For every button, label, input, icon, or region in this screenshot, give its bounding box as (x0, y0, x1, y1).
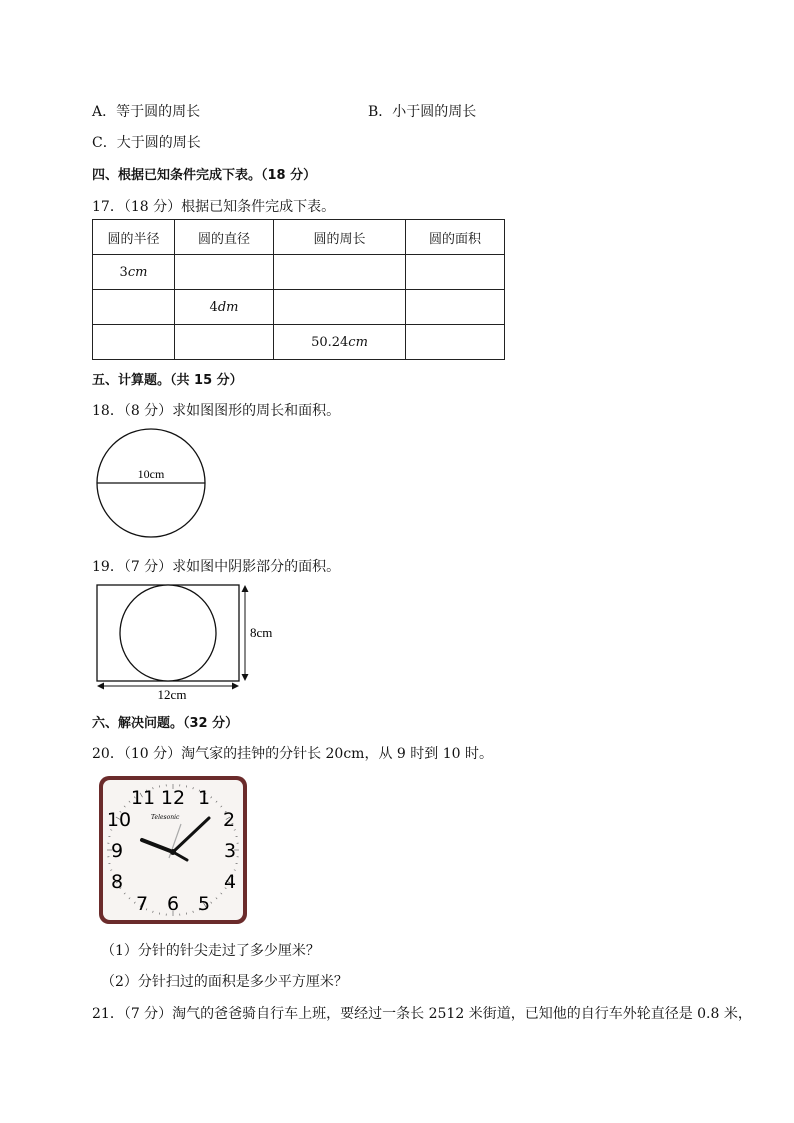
question-20: 20．（10 分）淘气家的挂钟的分针长 20cm，从 9 时到 10 时。 (92, 746, 493, 762)
clock-number-6: 6 (166, 893, 180, 915)
cell-radius: 3cm (93, 255, 175, 290)
diameter-label: 10cm (137, 467, 165, 481)
clock-number-3: 3 (223, 840, 237, 862)
wall-clock (97, 774, 249, 926)
cell-area (406, 325, 505, 360)
section4-heading: 四、根据已知条件完成下表。（18 分） (92, 168, 317, 183)
clock-number-10: 10 (106, 809, 132, 831)
clock-number-4: 4 (223, 871, 237, 893)
rectangle-circle-figure (92, 582, 312, 702)
question-18: 18．（8 分）求如图图形的周长和面积。 (92, 403, 341, 419)
clock-number-7: 7 (135, 893, 149, 915)
question-17: 17．（18 分）根据已知条件完成下表。 (92, 199, 336, 215)
section5-heading: 五、计算题。（共 15 分） (92, 373, 243, 388)
clock-number-8: 8 (110, 871, 124, 893)
table-row (93, 255, 505, 290)
cell-diameter (175, 255, 274, 290)
cell-circumference: 50.24cm (274, 325, 406, 360)
table-row (93, 325, 505, 360)
question-20-part-1: （1）分针的针尖走过了多少厘米？ (101, 943, 320, 959)
cell-diameter (175, 325, 274, 360)
header-radius: 圆的半径 (93, 220, 175, 255)
header-circumference: 圆的周长 (274, 220, 406, 255)
circle-figure (95, 427, 207, 539)
option-c: C．大于圆的周长 (92, 135, 201, 151)
option-a: A．等于圆的周长 (92, 104, 201, 120)
table-header-row (93, 220, 505, 255)
question-21: 21．（7 分）淘气的爸爸骑自行车上班，要经过一条长 2512 米街道，已知他的自行车外轮直径是 0.8 米， (92, 1006, 752, 1022)
clock-brand: Telesonic (151, 814, 180, 821)
clock-number-5: 5 (197, 893, 211, 915)
table-row (93, 290, 505, 325)
clock-number-9: 9 (110, 840, 124, 862)
question-20-part-2: （2）分针扫过的面积是多少平方厘米？ (101, 974, 348, 990)
header-diameter: 圆的直径 (175, 220, 274, 255)
clock-number-2: 2 (222, 809, 236, 831)
clock-number-12: 12 (160, 787, 186, 809)
cell-radius (93, 325, 175, 360)
cell-circumference (274, 255, 406, 290)
height-label: 8cm (250, 625, 273, 640)
question-19: 19．（7 分）求如图中阴影部分的面积。 (92, 559, 341, 575)
option-b: B．小于圆的周长 (368, 104, 477, 120)
cell-area (406, 255, 505, 290)
clock-number-11: 11 (130, 787, 156, 809)
section6-heading: 六、解决问题。（32 分） (92, 716, 239, 731)
cell-circumference (274, 290, 406, 325)
clock-number-1: 1 (197, 787, 211, 809)
header-area: 圆的面积 (406, 220, 505, 255)
inner-circle (120, 585, 216, 681)
circle-table (92, 219, 505, 360)
cell-area (406, 290, 505, 325)
cell-radius (93, 290, 175, 325)
width-label: 12cm (157, 687, 187, 702)
clock-center-pin (170, 849, 176, 855)
cell-diameter: 4dm (175, 290, 274, 325)
